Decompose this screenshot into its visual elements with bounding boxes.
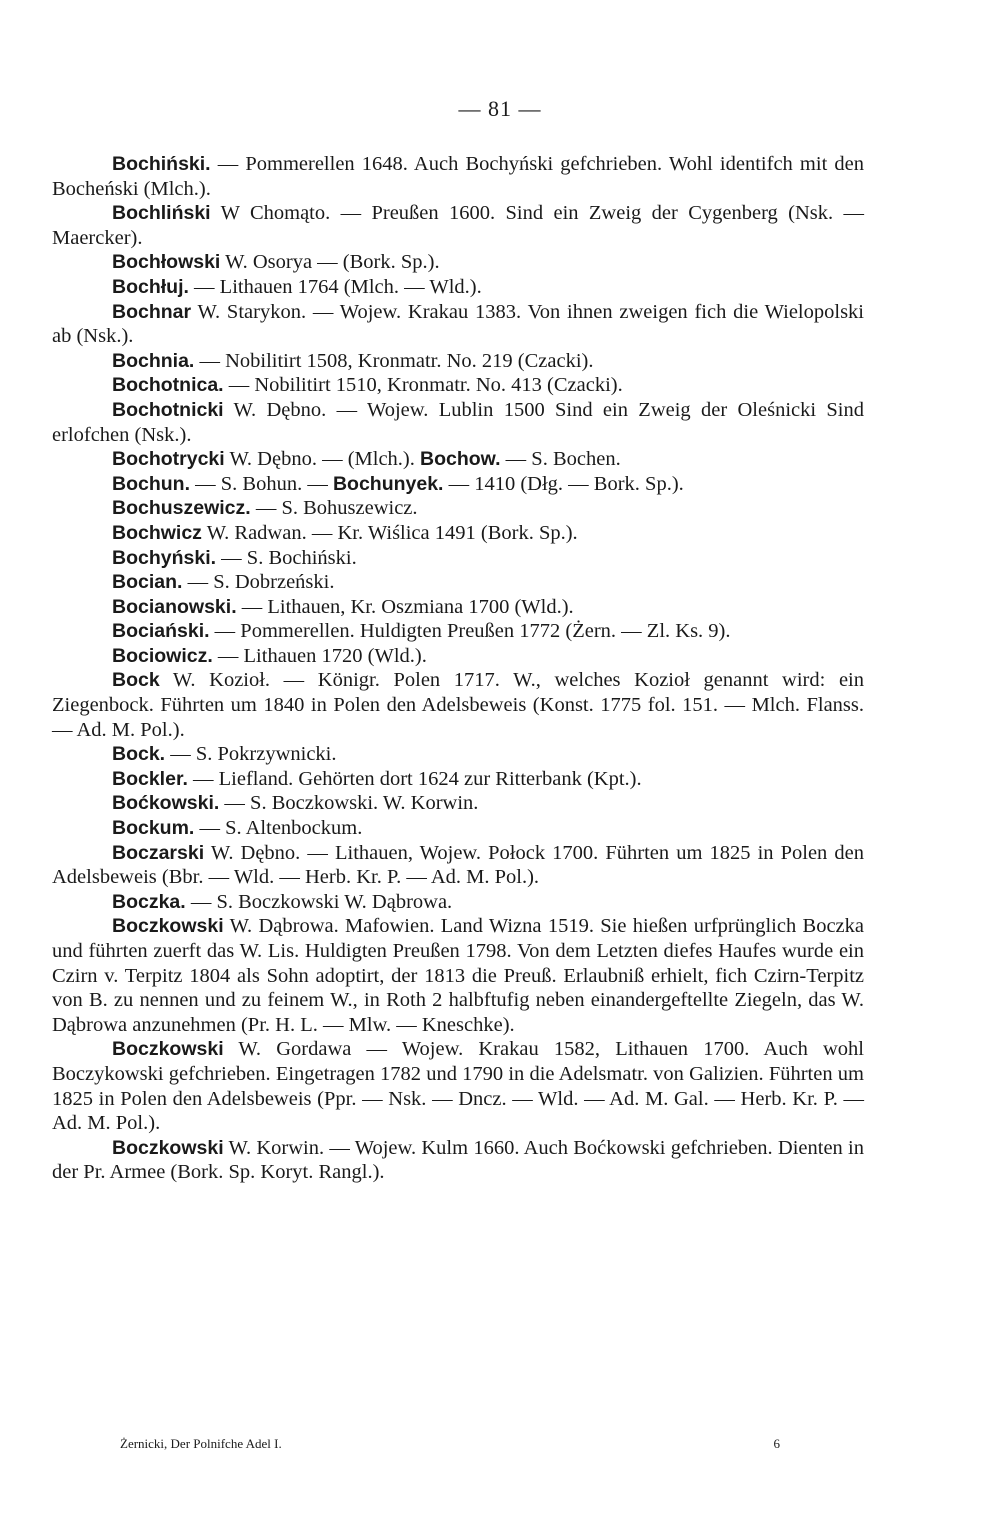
entry-headword: Bochotnicki (112, 398, 224, 421)
dictionary-entry (52, 152, 864, 201)
dictionary-entry (52, 570, 864, 595)
entry-text: — S. Bohun. — (190, 472, 333, 495)
dictionary-entry (52, 447, 864, 472)
entry-text: — Nobilitirt 1508, Kronmatr. No. 219 (Czacki). (194, 349, 594, 372)
entry-text: — S. Boczkowski. W. Korwin. (219, 792, 479, 815)
entry-headword: Boczka. (112, 890, 186, 913)
entry-text: — Nobilitirt 1510, Kronmatr. No. 413 (Czacki). (223, 374, 623, 397)
dictionary-entry (52, 496, 864, 521)
dictionary-entry (52, 619, 864, 644)
entry-text: W. Gordawa — Wojew. Krakau 1582, Lithauen 1700. Auch wohl Boczykowski gefchrieben. Eingetragen 1782 und 1790 in die Adelsmatr. von Galizien. Führten um 1825 in Polen den Adelsbeweis (Ppr. — Nsk. — Dncz. — Wld. — Ad. M. Gal. — Herb. Kr. P. — Ad. M. Pol.). (52, 1038, 864, 1135)
dictionary-entry (52, 373, 864, 398)
entry-headword: Bocianowski. (112, 595, 237, 618)
dictionary-entry (52, 644, 864, 669)
dictionary-entry (52, 250, 864, 275)
entry-text: — 1410 (Dłg. — Bork. Sp.). (443, 472, 684, 495)
entry-headword: Bochłuj. (112, 275, 189, 298)
dictionary-entry (52, 349, 864, 374)
entry-headword: Bockler. (112, 767, 188, 790)
entry-headword: Bochun. (112, 472, 190, 495)
dictionary-entry (52, 201, 864, 250)
entry-text: W. Dębno. — Wojew. Lublin 1500 Sind ein Zweig der Oleśnicki Sind erlofchen (Nsk.). (52, 398, 864, 446)
entry-text: — Lithauen, Kr. Oszmiana 1700 (Wld.). (236, 595, 574, 618)
dictionary-entry (52, 742, 864, 767)
entry-headword: Bochotnica. (112, 374, 224, 397)
dictionary-entry (52, 791, 864, 816)
entry-headword: Bocian. (112, 571, 183, 594)
entry-headword: Bochunyek. (332, 472, 444, 495)
dictionary-entry (52, 816, 864, 841)
entry-headword: Bochiński. (112, 153, 211, 175)
dictionary-entry (52, 1136, 864, 1185)
entry-text: — Lithauen 1764 (Mlch. — Wld.). (188, 275, 482, 298)
entry-headword: Boczkowski (112, 1136, 224, 1159)
footer-source: Żernicki, Der Polnifche Adel I. (120, 1436, 282, 1451)
dictionary-entry (52, 398, 864, 447)
entry-headword: Bochwicz (112, 521, 202, 544)
dictionary-entry (52, 472, 864, 497)
entry-headword: Bockum. (112, 817, 195, 840)
entry-headword: Bociowicz. (112, 644, 213, 667)
entry-headword: Bochow. (420, 448, 501, 471)
page-footer (120, 1436, 780, 1452)
page-number: — 81 — (458, 96, 542, 121)
entry-text: — S. Pokrzywnicki. (165, 743, 337, 766)
entry-text: W. Dąbrowa. Mafowien. Land Wizna 1519. Sie hießen urfprünglich Boczka und führten zuerft das W. Lis. Huldigten Preußen 1798. Von dem Letzten diefes Haufes wurde ein Czirn v. Terpitz 1804 als Sohn adoptirt, der 1813 die Preuß. Erlaubniß erhielt, fich Czirn-Terpitz von B. zu nennen und zu feinem W., in Roth 2 halbftufig neben einandergeftellte Ziegeln, das W. Dąbrowa anzunehmen (Pr. H. L. — Mlw. — Kneschke). (52, 915, 864, 1036)
entry-text: W. Dębno. — (Mlch.). (224, 448, 421, 471)
dictionary-entry (52, 841, 864, 890)
entry-text: — S. Bochiński. (216, 546, 357, 569)
entry-headword: Bociański. (112, 620, 210, 643)
entry-headword: Bochyński. (112, 546, 217, 569)
entry-headword: Bochliński (112, 202, 211, 225)
entry-headword: Bock. (112, 743, 166, 766)
entry-headword: Bochłowski (112, 251, 221, 274)
entry-headword: Bock (112, 669, 160, 692)
dictionary-entry (52, 767, 864, 792)
entry-text: W. Radwan. — Kr. Wiślica 1491 (Bork. Sp.). (201, 521, 578, 544)
entry-text: — Pommerellen 1648. Auch Bochyński gefchrieben. Wohl identifch mit den Bocheński (Mlch.). (52, 153, 864, 200)
entry-list (52, 152, 864, 1185)
entry-text: W. Korwin. — Wojew. Kulm 1660. Auch Boćkowski gefchrieben. Dienten in der Pr. Armee (Bork. Sp. Koryt. Rangl.). (52, 1136, 864, 1184)
entry-text: — S. Bochen. (500, 448, 621, 471)
entry-headword: Boczkowski (112, 1038, 224, 1061)
footer-signature: 6 (773, 1436, 780, 1451)
dictionary-entry (52, 275, 864, 300)
entry-text: — Pommerellen. Huldigten Preußen 1772 (Żern. — Zl. Ks. 9). (209, 620, 731, 643)
dictionary-entry (52, 521, 864, 546)
entry-text: W. Osorya — (Bork. Sp.). (220, 251, 440, 274)
dictionary-entry (52, 914, 864, 1037)
entry-text: — S. Bohuszewicz. (250, 497, 418, 520)
entry-headword: Boćkowski. (112, 792, 220, 815)
entry-text: — Lithauen 1720 (Wld.). (212, 644, 427, 667)
entry-text: — S. Boczkowski W. Dąbrowa. (185, 890, 453, 913)
entry-text: — S. Altenbockum. (194, 817, 363, 840)
entry-text: W. Dębno. — Lithauen, Wojew. Połock 1700. Führten um 1825 in Polen den Adelsbeweis (Bbr. — Wld. — Herb. Kr. P. — Ad. M. Pol.). (52, 841, 864, 889)
entry-headword: Bochnar (112, 300, 192, 323)
entry-text: W. Kozioł. — Königr. Polen 1717. W., welches Kozioł genannt wird: ein Ziegenbock. Führten um 1840 in Polen den Adelsbeweis (Konst. 1775 fol. 151. — Mlch. Flanss. — Ad. M. Pol.). (52, 669, 864, 741)
entry-headword: Boczarski (112, 841, 205, 864)
entry-headword: Bochotrycki (112, 448, 225, 471)
entry-headword: Bochuszewicz. (112, 497, 251, 520)
dictionary-entry (52, 890, 864, 915)
dictionary-entry (52, 300, 864, 349)
entry-text: — S. Dobrzeński. (182, 571, 335, 594)
dictionary-entry (52, 546, 864, 571)
entry-text: W. Starykon. — Wojew. Krakau 1383. Von ihnen zweigen fich die Wielopolski ab (Nsk.). (52, 300, 864, 348)
entry-headword: Bochnia. (112, 349, 195, 372)
dictionary-entry (52, 1037, 864, 1135)
entry-text: W Chomąto. — Preußen 1600. Sind ein Zweig der Cygenberg (Nsk. — Maercker). (52, 202, 864, 249)
dictionary-entry (52, 668, 864, 742)
dictionary-entry (52, 595, 864, 620)
entry-text: — Liefland. Gehörten dort 1624 zur Ritterbank (Kpt.). (187, 767, 642, 790)
entry-headword: Boczkowski (112, 915, 224, 938)
